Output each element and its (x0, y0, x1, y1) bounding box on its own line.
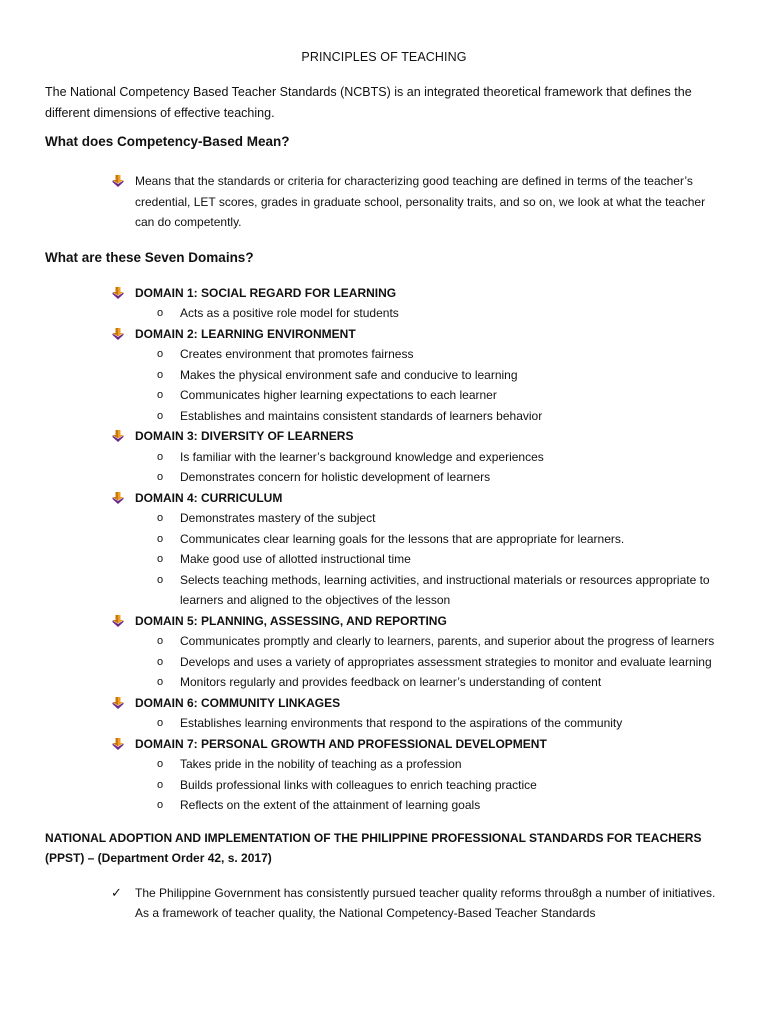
arrow-bullet-icon (111, 614, 125, 628)
domain-subitem (45, 467, 723, 488)
domain-subitem (45, 344, 723, 365)
arrow-bullet-icon (111, 327, 125, 341)
page-title: PRINCIPLES OF TEACHING (301, 50, 467, 64)
domain-subitem-text: Builds professional links with colleagues to enrich teaching practice (180, 777, 537, 792)
domain-label: DOMAIN 3: DIVERSITY OF LEARNERS (135, 429, 354, 443)
circle-bullet-icon: o (157, 368, 164, 381)
domain-subitem-text: Takes pride in the nobility of teaching as a profession (180, 757, 462, 771)
domain-subitem (45, 570, 723, 611)
arrow-bullet-icon (111, 286, 125, 300)
domain-subitem (45, 385, 723, 406)
definition-text: Means that the standards or criteria for characterizing good teaching are defined in terms of the teacher’s credential, LET scores, grades in graduate school, personality traits, and so on, we look at what the teacher can do competently. (135, 174, 706, 229)
domain-subitem-text: Is familiar with the learner’s background knowledge and experiences (180, 449, 544, 464)
domain-subitem (45, 447, 723, 468)
domain-item (45, 426, 723, 447)
circle-bullet-icon: o (157, 409, 164, 422)
circle-bullet-icon: o (157, 573, 164, 586)
circle-bullet-icon: o (157, 635, 164, 647)
domains-list (45, 283, 723, 816)
domain-subitem (45, 365, 723, 386)
intro-paragraph (45, 82, 723, 123)
domain-item (45, 488, 723, 509)
domain-subitem-text: Creates environment that promotes fairness (180, 347, 414, 361)
domain-item (45, 611, 723, 632)
domain-label: DOMAIN 7: PERSONAL GROWTH AND PROFESSIONAL DEVELOPMENT (135, 736, 547, 751)
checkmark-icon: ✓ (111, 884, 122, 900)
question-competency-based: What does Competency-Based Mean? (45, 134, 290, 149)
intro-highlight: National Competency Based Teacher Standards (NCBTS) (70, 85, 391, 99)
circle-bullet-icon: o (157, 348, 164, 360)
domain-subitem (45, 713, 723, 734)
circle-bullet-icon: o (157, 450, 164, 463)
domain-subitem-text: Selects teaching methods, learning activities, and instructional materials or resources appropriate to learners and aligned to the objectives of the lesson (180, 572, 710, 607)
domain-label: DOMAIN 6: COMMUNITY LINKAGES (135, 695, 341, 710)
check-item-text: The Philippine Government has consistently pursued teacher quality reforms throu8gh a number of initiatives. As a framework of teacher quality, the National Competency-Based Teacher Standards (135, 885, 716, 920)
domain-subitem (45, 303, 723, 324)
arrow-bullet-icon (111, 429, 125, 443)
domain-subitem-text: Make good use of allotted instructional time (180, 552, 411, 566)
domain-subitem (45, 754, 723, 775)
circle-bullet-icon: o (157, 532, 164, 545)
question-seven-domains: What are these Seven Domains? (45, 249, 254, 265)
arrow-bullet-icon (111, 737, 125, 751)
domain-subitem-text: Communicates promptly and clearly to learners, parents, and superior about the progress of learners (180, 634, 715, 648)
circle-bullet-icon: o (157, 655, 164, 668)
domain-subitem-text: Reflects on the extent of the attainment of learning goals (180, 798, 481, 812)
circle-bullet-icon: o (157, 778, 164, 791)
domain-subitem-text: Monitors regularly and provides feedback on learner’s understanding of content (180, 675, 602, 689)
circle-bullet-icon: o (157, 512, 164, 524)
definition-block (45, 171, 723, 233)
domain-item (45, 734, 723, 755)
domain-subitem-text: Demonstrates mastery of the subject (180, 511, 376, 525)
circle-bullet-icon: o (157, 553, 164, 565)
domain-subitem (45, 631, 723, 652)
circle-bullet-icon: o (157, 307, 164, 319)
arrow-bullet-icon (111, 491, 125, 505)
domain-subitem-text: Communicates higher learning expectations to each learner (180, 388, 497, 402)
domain-subitem (45, 508, 723, 529)
domain-subitem (45, 652, 723, 673)
domain-subitem-text: Establishes learning environments that respond to the aspirations of the community (180, 716, 623, 730)
domain-subitem (45, 775, 723, 796)
circle-bullet-icon: o (157, 676, 164, 688)
domain-subitem (45, 406, 723, 427)
section-ppst-heading: NATIONAL ADOPTION AND IMPLEMENTATION OF THE PHILIPPINE PROFESSIONAL STANDARDS FOR TEACHERS (PPST) – (Department Order 42, s. 2017) (45, 830, 702, 865)
intro-prefix: The (45, 85, 71, 99)
domain-subitem-text: Communicates clear learning goals for the lessons that are appropriate for learners. (180, 531, 625, 546)
domain-item (45, 283, 723, 304)
check-item (45, 883, 723, 924)
domain-subitem-text: Develops and uses a variety of appropriates assessment strategies to monitor and evaluate learning (180, 654, 712, 669)
domain-subitem-text: Acts as a positive role model for students (180, 306, 399, 320)
domain-label: DOMAIN 2: LEARNING ENVIRONMENT (135, 326, 356, 341)
circle-bullet-icon: o (157, 389, 164, 401)
domain-subitem-text: Makes the physical environment safe and conducive to learning (180, 367, 518, 382)
arrow-bullet-icon (111, 174, 125, 188)
domain-subitem (45, 795, 723, 816)
domain-subitem (45, 529, 723, 550)
circle-bullet-icon: o (157, 799, 164, 811)
domain-label: DOMAIN 5: PLANNING, ASSESSING, AND REPORTING (135, 613, 447, 628)
circle-bullet-icon: o (157, 717, 164, 729)
domain-item (45, 324, 723, 345)
domain-subitem-text: Demonstrates concern for holistic development of learners (180, 470, 491, 484)
domain-subitem (45, 672, 723, 693)
intro-rest: is an integrated theoretical framework that defines the different dimensions of effective teaching. (45, 85, 692, 120)
domain-subitem (45, 549, 723, 570)
domain-subitem-text: Establishes and maintains consistent standards of learners behavior (180, 408, 543, 423)
domain-item (45, 693, 723, 714)
circle-bullet-icon: o (157, 471, 164, 483)
circle-bullet-icon: o (157, 758, 164, 770)
definition-item (45, 171, 723, 233)
domain-label: DOMAIN 4: CURRICULUM (135, 490, 283, 505)
domain-label: DOMAIN 1: SOCIAL REGARD FOR LEARNING (135, 285, 397, 300)
arrow-bullet-icon (111, 696, 125, 710)
